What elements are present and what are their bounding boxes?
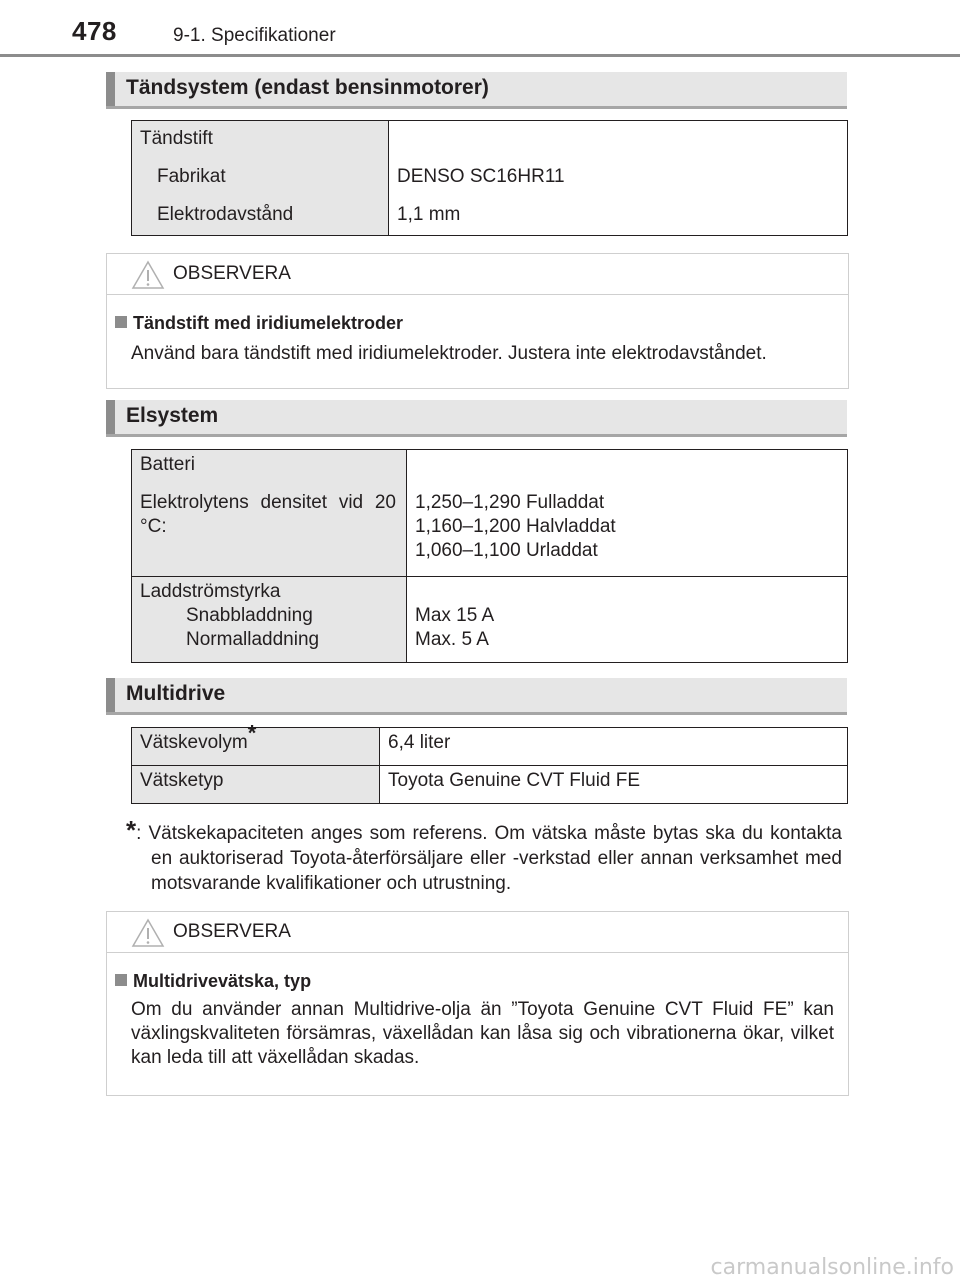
density-full: 1,250–1,290 Fulladdat [415, 492, 605, 513]
footnote-text: : Vätskekapaciteten anges som referens. Om vätska måste bytas ska du kontakta en auktoriserad Toyota-återförsäljare eller -verkstad eller annan verksamhet med motsvarande kvalifikationer och utrustning. [136, 823, 842, 894]
normal-charge-value: Max. 5 A [415, 629, 489, 650]
fluid-type-label: Vätsketyp [132, 766, 380, 804]
watermark: carmanualsonline.info [710, 1255, 954, 1280]
notice-box-spark-plugs [106, 253, 849, 389]
fast-charge-label: Snabbladdning [186, 605, 313, 626]
electrical-table [131, 449, 848, 663]
chapter-title: 9-1. Specifikationer [173, 25, 336, 46]
gap-value: 1,1 mm [397, 204, 461, 225]
section-bar [106, 72, 115, 106]
header-divider [0, 54, 960, 57]
ignition-table [131, 120, 848, 236]
fluid-volume-label: Vätskevolym* [132, 728, 380, 766]
section-title: Elsystem [126, 404, 219, 427]
section-bar [106, 400, 115, 434]
section-title: Multidrive [126, 682, 226, 705]
density-label: Elektrolytens densitet vid 20 °C: [140, 492, 396, 537]
spark-plug-heading: Tändstift [140, 128, 213, 149]
bullet-square-icon [115, 974, 127, 986]
section-bar [106, 678, 115, 712]
footnote-mark: * [247, 720, 257, 746]
notice-subtitle: Tändstift med iridiumelektroder [115, 313, 403, 334]
normal-charge-label: Normalladdning [186, 629, 320, 650]
fluid-type-value: Toyota Genuine CVT Fluid FE [380, 766, 848, 804]
charge-values [407, 577, 848, 663]
notice-body: Om du använder annan Multidrive-olja än ”Toyota Genuine CVT Fluid FE” kan växlingskvaliteten försämras, växellådan kan låsa sig och vibrationerna ökar, vilket kan leda till att växellådan skadas. [131, 999, 834, 1068]
notice-label: OBSERVERA [173, 263, 291, 284]
brand-value: DENSO SC16HR11 [397, 166, 565, 187]
footnote [126, 815, 842, 896]
multidrive-table [131, 720, 848, 804]
notice-box-multidrive-fluid [106, 911, 849, 1096]
warning-triangle-icon [131, 918, 165, 948]
fluid-volume-value: 6,4 liter [380, 728, 848, 766]
battery-values [407, 450, 848, 577]
notice-subtitle: Multidrivevätska, typ [115, 971, 311, 992]
charge-heading: Laddströmstyrka [140, 581, 281, 602]
warning-triangle-icon [131, 260, 165, 290]
notice-header [107, 254, 848, 295]
notice-header [107, 912, 848, 953]
footnote-star: * [126, 815, 137, 845]
battery-labels [132, 450, 407, 577]
notice-label: OBSERVERA [173, 921, 291, 942]
density-empty: 1,060–1,100 Urladdat [415, 540, 598, 561]
section-title: Tändsystem (endast bensinmotorer) [126, 76, 489, 99]
ignition-labels [132, 121, 389, 236]
battery-heading: Batteri [140, 454, 195, 475]
page-number: 478 [72, 16, 117, 46]
notice-body: Använd bara tändstift med iridiumelektroder. Justera inte elektrodavståndet. [131, 343, 767, 364]
bullet-square-icon [115, 316, 127, 328]
density-half: 1,160–1,200 Halvladdat [415, 516, 616, 537]
ignition-values [389, 121, 848, 236]
charge-labels [132, 577, 407, 663]
section-ignition [106, 72, 847, 109]
fast-charge-value: Max 15 A [415, 605, 495, 626]
gap-label: Elektrodavstånd [157, 204, 294, 225]
section-multidrive [106, 678, 847, 715]
section-electrical [106, 400, 847, 437]
brand-label: Fabrikat [157, 166, 226, 187]
